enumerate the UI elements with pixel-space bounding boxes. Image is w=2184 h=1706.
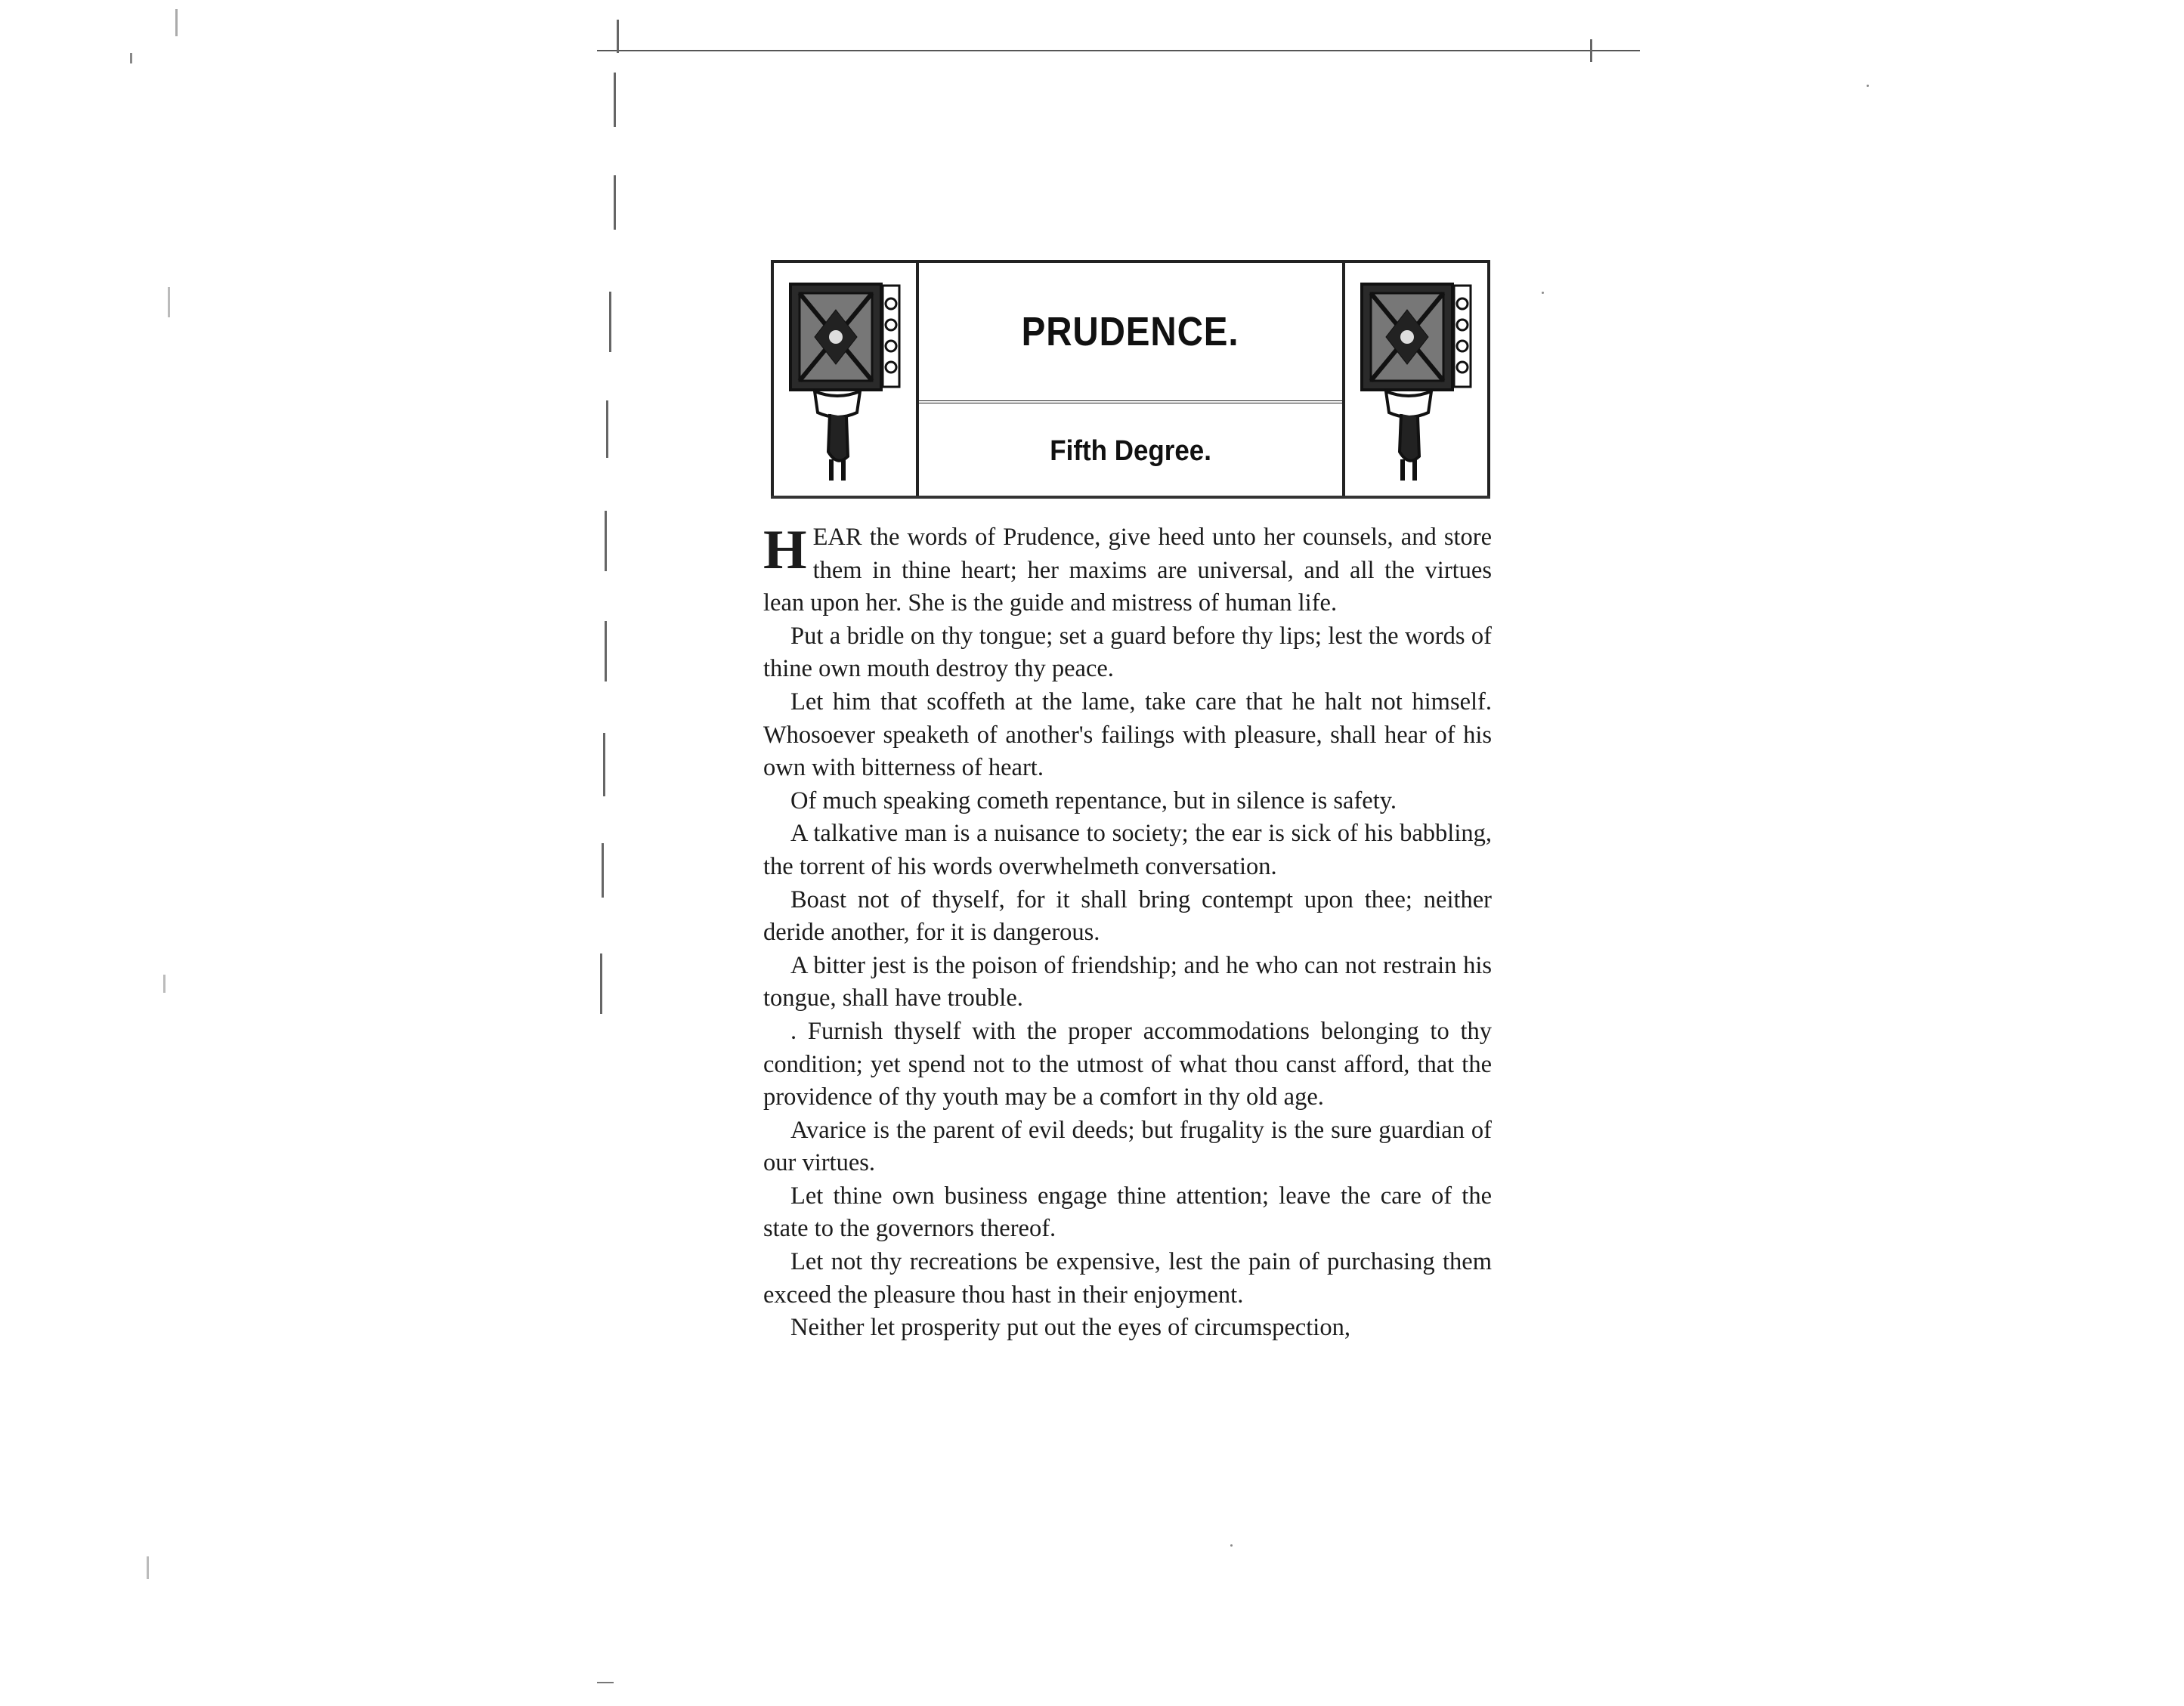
- scan-speck: [1542, 292, 1544, 294]
- scan-edge-mark: [168, 287, 170, 317]
- scan-edge-mark: [147, 1556, 149, 1579]
- chapter-header: [771, 260, 1490, 499]
- scan-edge-mark: [605, 621, 607, 681]
- scan-edge-mark: [617, 20, 619, 53]
- paragraph: Neither let prosperity put out the eyes of circumspection,: [790, 1314, 1350, 1342]
- body-text: [763, 521, 1492, 1345]
- scan-edge-mark: [163, 975, 166, 993]
- paragraph-text: EAR the words of Prudence, give heed unto her counsels, and store them in thine heart; her maxims are universal, and all the virtues lean upon her. She is the guide and mistress of human life.: [763, 524, 1492, 617]
- scan-speck: [1230, 1544, 1233, 1547]
- scan-edge-mark: [614, 73, 616, 127]
- title-cell: [919, 263, 1342, 403]
- masonic-emblem-icon: [784, 278, 905, 490]
- paragraph: [763, 521, 1492, 620]
- scan-speck: [1867, 85, 1869, 87]
- paragraph: A talkative man is a nuisance to society; the ear is sick of his babbling, the torrent of his words overwhelmeth conversation.: [763, 820, 1492, 880]
- paragraph: . Furnish thyself with the proper accommodations belonging to thy condition; yet spend not to the utmost of what thou canst afford, that the providence of thy youth may be a comfort in thy old age.: [763, 1017, 1492, 1111]
- masonic-emblem-icon: [1356, 278, 1477, 490]
- scan-top-rule: [597, 50, 1640, 51]
- paragraph: Put a bridle on thy tongue; set a guard before thy lips; lest the words of thine own mouth destroy thy peace.: [763, 622, 1492, 683]
- paragraph: Of much speaking cometh repentance, but in silence is safety.: [790, 787, 1397, 814]
- paragraph: A bitter jest is the poison of friendship; and he who can not restrain his tongue, shall have trouble.: [763, 951, 1492, 1012]
- header-rule: [771, 496, 1490, 499]
- scan-edge-mark: [130, 53, 132, 63]
- drop-cap: H: [763, 519, 807, 581]
- paragraph: Let him that scoffeth at the lame, take care that he halt not himself. Whosoever speaketh of another's failings with pleasure, shall hear of his own with bitterness of heart.: [763, 688, 1492, 782]
- scan-edge-mark: [606, 400, 608, 458]
- emblem-left: [774, 263, 919, 496]
- paragraph: Let not thy recreations be expensive, lest the pain of purchasing them exceed the pleasure thou hast in their enjoyment.: [763, 1248, 1492, 1309]
- paragraph: Boast not of thyself, for it shall bring contempt upon thee; neither deride another, for it is dangerous.: [763, 885, 1492, 947]
- page-title: PRUDENCE.: [1022, 309, 1239, 354]
- paragraph: Let thine own business engage thine attention; leave the care of the state to the governors thereof.: [763, 1182, 1492, 1243]
- scan-edge-mark: [1590, 39, 1592, 62]
- scan-edge-mark: [605, 511, 607, 571]
- scan-edge-mark: [600, 953, 602, 1014]
- scan-edge-mark: [175, 9, 178, 36]
- scan-edge-mark: [602, 843, 604, 898]
- subtitle-cell: [919, 406, 1342, 496]
- scan-edge-mark: [609, 292, 611, 352]
- paragraph: Avarice is the parent of evil deeds; but frugality is the sure guardian of our virtues.: [763, 1116, 1492, 1177]
- scan-edge-mark: [614, 175, 616, 230]
- scan-edge-mark: [597, 1682, 614, 1683]
- scan-edge-mark: [603, 733, 605, 796]
- emblem-right: [1342, 263, 1487, 496]
- page-subtitle: Fifth Degree.: [1050, 434, 1211, 467]
